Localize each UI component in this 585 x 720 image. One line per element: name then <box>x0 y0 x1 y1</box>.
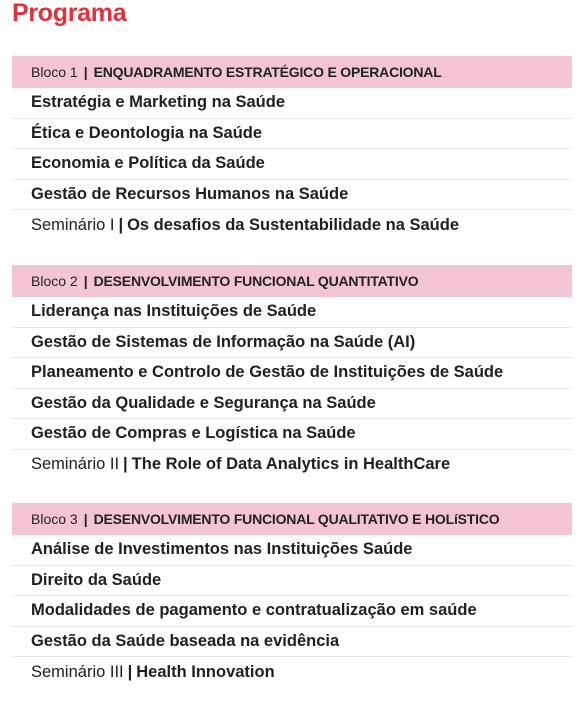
seminar-topic: Os desafios da Sustentabilidade na Saúde <box>127 215 460 234</box>
list-item: Análise de Investimentos nas Instituições Saúde <box>12 535 572 566</box>
list-item: Gestão da Qualidade e Segurança na Saúde <box>12 389 572 420</box>
block-label: Bloco 1 <box>31 64 78 80</box>
list-item: Planeamento e Controlo de Gestão de Instituições de Saúde <box>12 358 572 389</box>
seminar-prefix: Seminário II <box>31 455 120 474</box>
block-separator: | <box>83 273 88 289</box>
seminar-separator: | <box>118 215 124 234</box>
block-1 <box>12 56 572 241</box>
block-header <box>12 265 572 297</box>
block-header <box>12 503 572 535</box>
list-item: Liderança nas Instituições de Saúde <box>12 297 572 328</box>
list-item: Modalidades de pagamento e contratualização em saúde <box>12 596 572 627</box>
seminar-prefix: Seminário I <box>31 215 115 234</box>
seminar-item <box>12 657 572 688</box>
block-header <box>12 56 572 88</box>
list-item: Direito da Saúde <box>12 566 572 597</box>
list-item: Gestão de Sistemas de Informação na Saúde (AI) <box>12 328 572 359</box>
block-2 <box>12 265 572 480</box>
seminar-separator: | <box>127 662 133 681</box>
list-item: Gestão de Recursos Humanos na Saúde <box>12 180 572 211</box>
list-item: Ética e Deontologia na Saúde <box>12 119 572 150</box>
block-name: DESENVOLVIMENTO FUNCIONAL QUANTITATIVO <box>93 273 419 289</box>
block-separator: | <box>83 511 88 527</box>
seminar-separator: | <box>123 455 128 474</box>
block-separator: | <box>83 64 88 80</box>
block-name: DESENVOLVIMENTO FUNCIONAL QUALITATIVO E HOLíSTICO <box>93 511 500 527</box>
list-item: Economia e Política da Saúde <box>12 149 572 180</box>
seminar-topic: Health Innovation <box>136 662 275 681</box>
block-label: Bloco 2 <box>31 273 78 289</box>
seminar-topic: The Role of Data Analytics in HealthCare <box>131 455 451 474</box>
seminar-prefix: Seminário III <box>31 662 124 681</box>
list-item: Gestão da Saúde baseada na evidência <box>12 627 572 658</box>
block-3 <box>12 503 572 688</box>
block-label: Bloco 3 <box>31 511 78 527</box>
seminar-item <box>12 450 572 481</box>
list-item: Gestão de Compras e Logística na Saúde <box>12 419 572 450</box>
page-title: Programa <box>12 0 127 27</box>
seminar-item <box>12 210 572 241</box>
list-item: Estratégia e Marketing na Saúde <box>12 88 572 119</box>
block-name: ENQUADRAMENTO ESTRATÉGICO E OPERACIONAL <box>93 64 442 80</box>
